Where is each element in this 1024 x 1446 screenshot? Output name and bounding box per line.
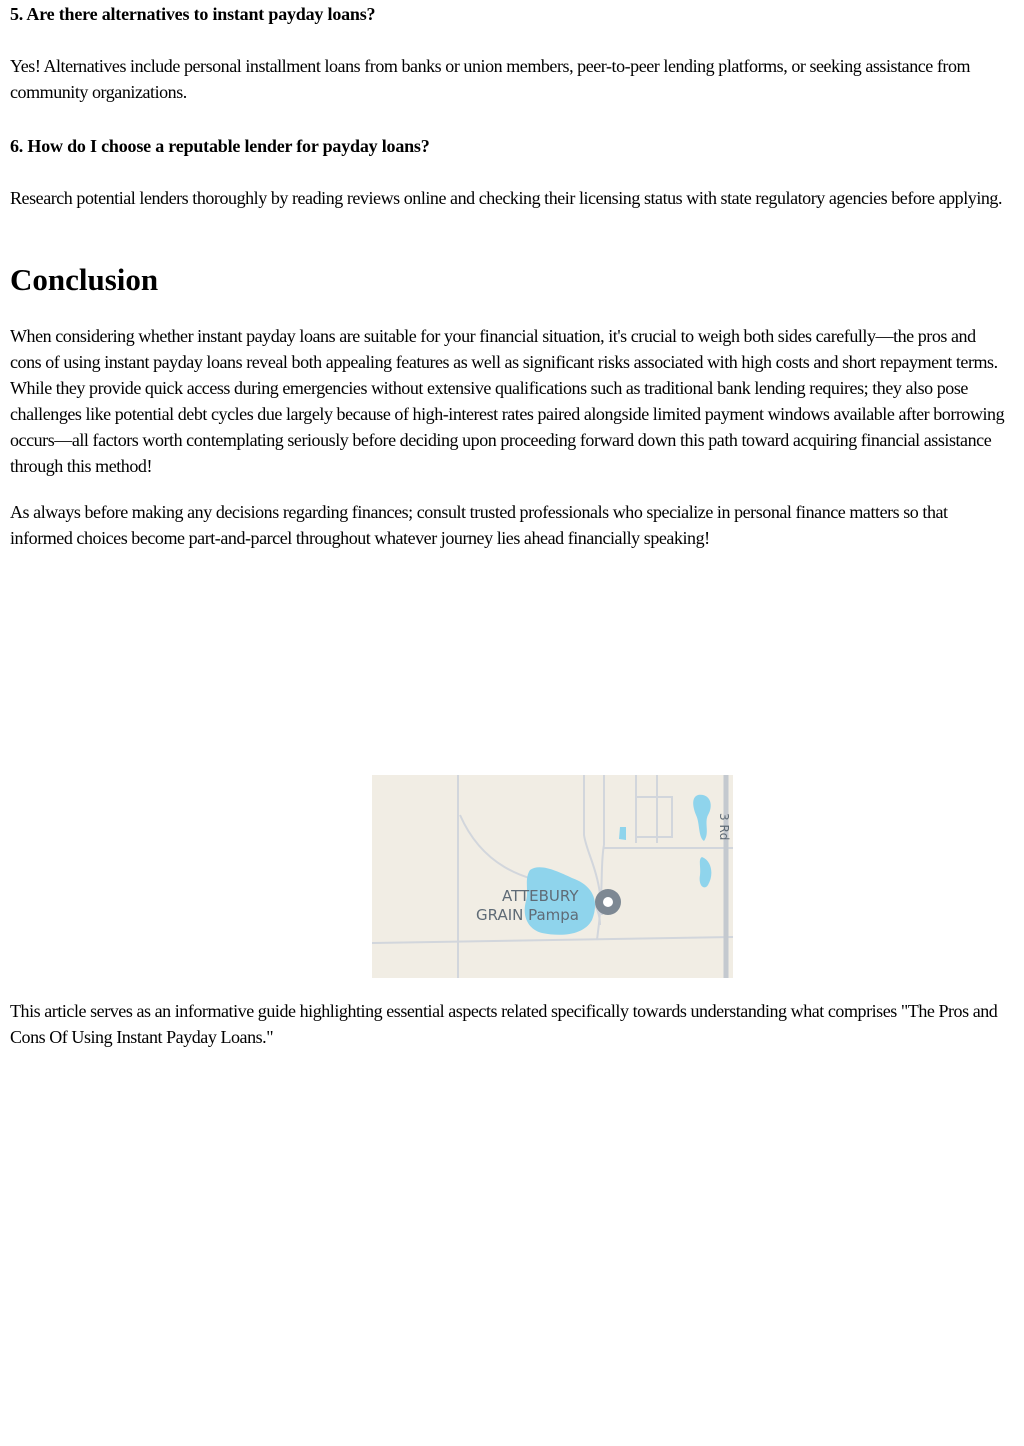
conclusion-paragraph-1: When considering whether instant payday loans are suitable for your financial situation, it's crucial to weigh both sides carefully—the pros and cons of using instant payday loans reveal both appealing features as well as significant risks associated with high costs and short repayment terms. While they provide quick access during emergencies without extensive qualifications such as traditional bank lending requires; they also pose challenges like potential debt cycles due largely because of high-interest rates paired alongside limited payment windows available after borrowing occurs—all factors worth contemplating seriously before deciding upon proceeding forward down this path toward acquiring financial assistance through this method! — [10, 326, 1005, 476]
location-map[interactable] — [372, 775, 733, 978]
faq-answer-6: Research potential lenders thoroughly by reading reviews online and checking their licensing status with state regulatory agencies before applying. — [10, 188, 1003, 208]
faq-question-5: 5. Are there alternatives to instant payday loans? — [10, 4, 376, 24]
faq-answer-5: Yes! Alternatives include personal installment loans from banks or union members, peer-to-peer lending platforms, or seeking assistance from community organizations. — [10, 56, 971, 102]
map-pin-center — [603, 897, 613, 907]
faq-question-6: 6. How do I choose a reputable lender for payday loans? — [10, 136, 430, 156]
conclusion-heading: Conclusion — [10, 262, 159, 297]
conclusion-paragraph-2: As always before making any decisions regarding finances; consult trusted professionals who specialize in personal finance matters so that informed choices become part-and-parcel throughout whatever journey lies ahead financially speaking! — [10, 502, 948, 548]
map-place-label-2: GRAIN Pampa — [476, 906, 580, 924]
closing-paragraph: This article serves as an informative guide highlighting essential aspects related specifically towards understanding what comprises "The Pros and Cons Of Using Instant Payday Loans." — [10, 1001, 998, 1047]
map-place-label-1: ATTEBURY — [502, 887, 579, 905]
map-road-label: 3 Rd — [717, 813, 731, 841]
